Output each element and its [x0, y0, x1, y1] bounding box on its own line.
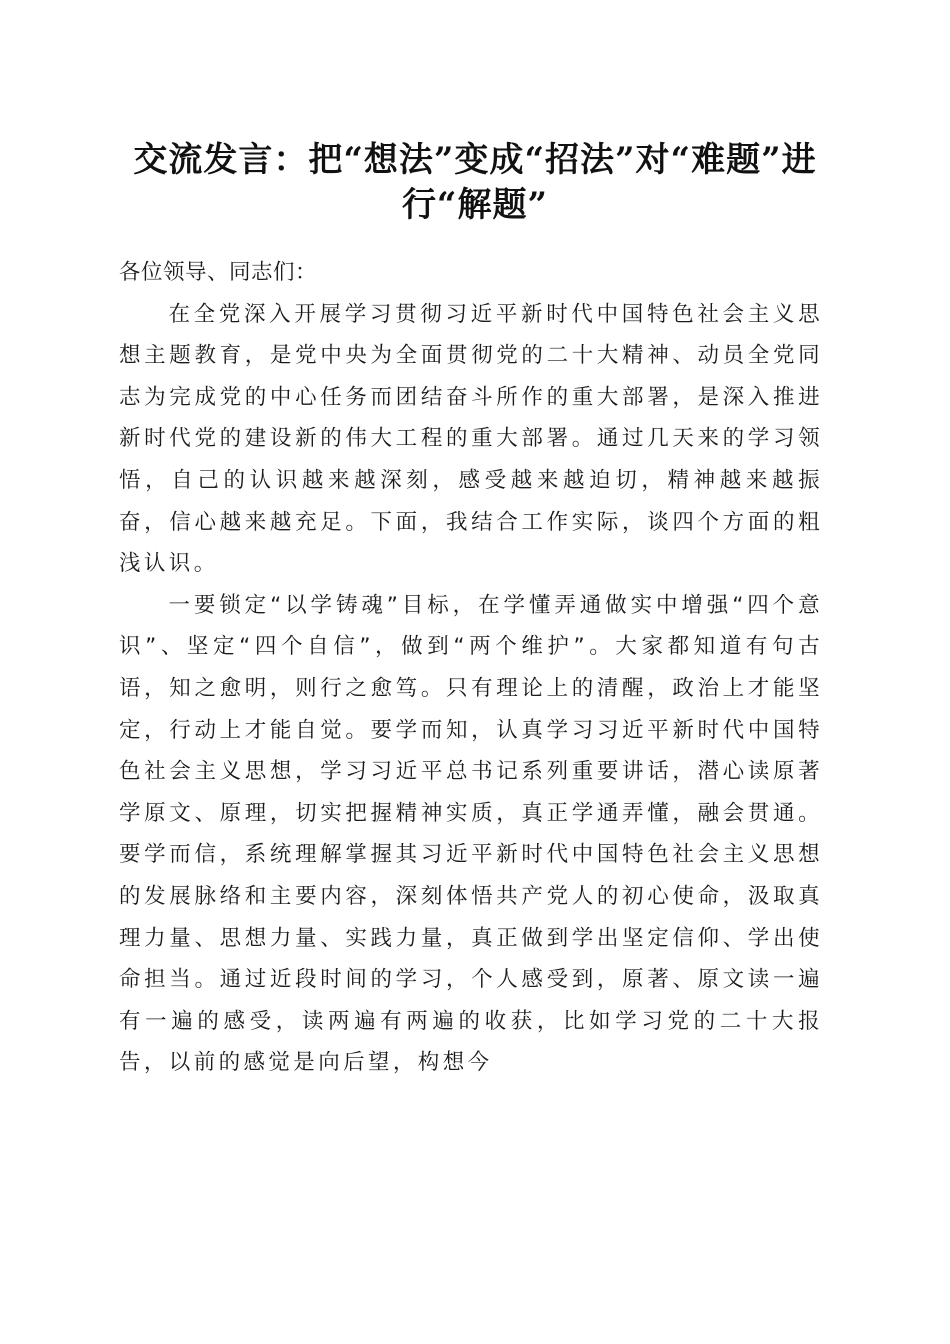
document-title: 交流发言：把“想法”变成“招法”对“难题”进行“解题”	[133, 140, 817, 225]
document-body	[119, 252, 823, 1084]
paragraph-point-one: 一要锁定“以学铸魂”目标，在学懂弄通做实中增强“四个意识”、坚定“四个自信”，做到“两个维护”。大家都知道有句古语，知之愈明，则行之愈笃。只有理论上的清醒，政治上才能坚定，行动上才能自觉。要学而知，认真学习习近平新时代中国特色社会主义思想，学习习近平总书记系列重要讲话，潜心读原著学原文、原理，切实把握精神实质，真正学通弄懂，融会贯通。要学而信，系统理解掌握其习近平新时代中国特色社会主义思想的发展脉络和主要内容，深刻体悟共产党人的初心使命，汲取真理力量、思想力量、实践力量，真正做到学出坚定信仰、学出使命担当。通过近段时间的学习，个人感受到，原著、原文读一遍有一遍的感受，读两遍有两遍的收获，比如学习党的二十大报告，以前的感觉是向后望，构想今	[119, 592, 823, 1076]
paragraph-intro: 在全党深入开展学习贯彻习近平新时代中国特色社会主义思想主题教育，是党中央为全面贯彻党的二十大精神、动员全党同志为完成党的中心任务而团结奋斗所作的重大部署，是深入推进新时代党的建设新的伟大工程的重大部署。通过几天来的学习领悟，自己的认识越来越深刻，感受越来越迫切，精神越来越振奋，信心越来越充足。下面，我结合工作实际，谈四个方面的粗浅认识。	[119, 301, 823, 577]
salutation: 各位领导、同志们：	[119, 260, 318, 285]
